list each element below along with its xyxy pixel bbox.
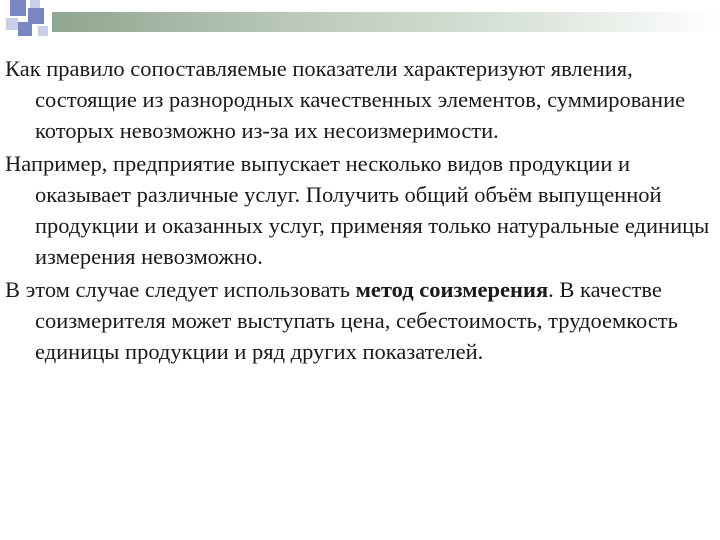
decor-square-dark xyxy=(18,22,32,36)
paragraph-1-text: Как правило сопоставляемые показатели характеризуют явления, состоящие из разнородных качественных элементов, суммирование которых невозможно из-за их несоизмеримости. xyxy=(5,56,686,143)
paragraph-3 xyxy=(5,274,713,367)
slide-body xyxy=(5,53,713,369)
decor-square-light xyxy=(6,18,18,30)
decor-square-light xyxy=(38,26,48,36)
paragraph-3-text-after: . В качестве соизмерителя может выступать цена, себестоимость, трудоемкость единицы продукции и ряд других показателей. xyxy=(35,277,678,364)
decor-square-dark xyxy=(10,0,26,16)
header-gradient-bar xyxy=(52,12,720,32)
paragraph-2-text: Например, предприятие выпускает несколько видов продукции и оказывает различные услуг. Получить общий объём выпущенной продукции и оказанных услуг, применяя только натуральные единицы измерения невозможно. xyxy=(5,151,710,269)
paragraph-2 xyxy=(5,148,713,272)
paragraph-1 xyxy=(5,53,713,146)
paragraph-3-emphasis: метод соизмерения xyxy=(355,277,549,302)
decorative-squares xyxy=(0,0,60,46)
paragraph-3-text-before: В этом случае следует использовать xyxy=(5,277,356,302)
